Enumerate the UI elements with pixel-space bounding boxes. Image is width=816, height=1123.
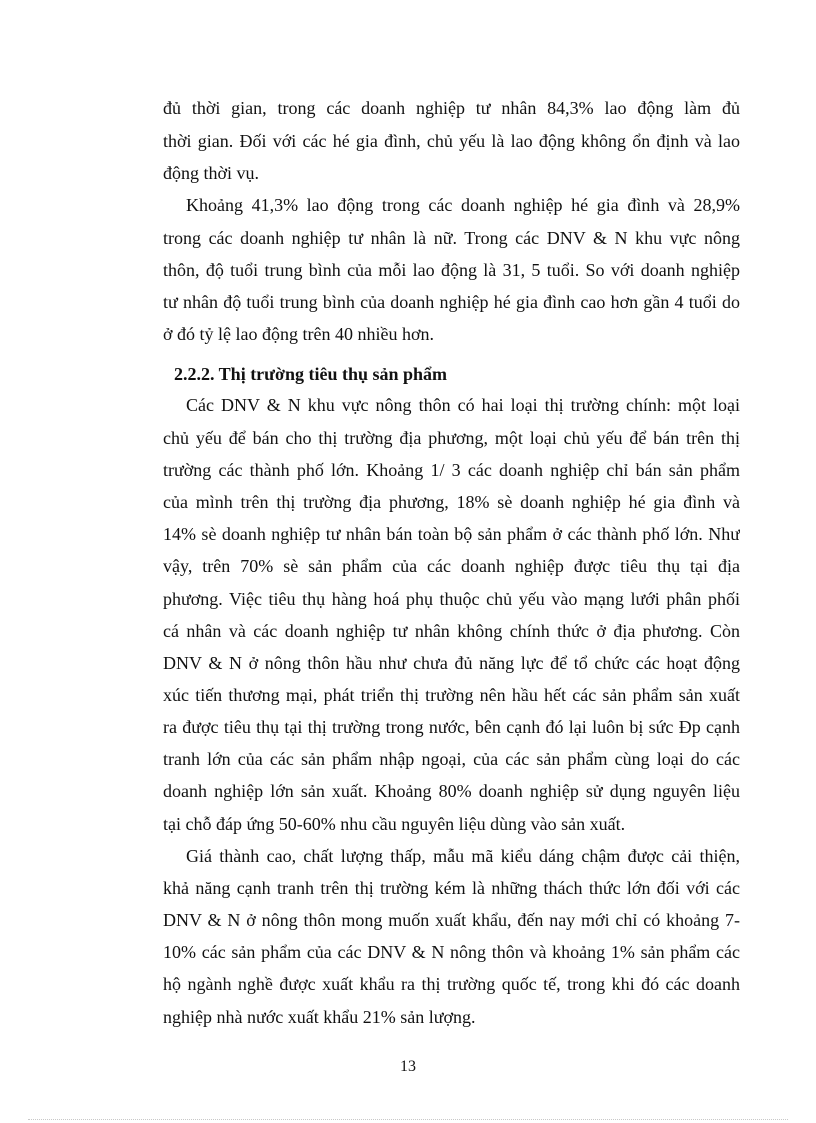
page-number: 13 <box>400 1058 416 1075</box>
paragraph-2-line-5: ở đó tỷ lệ lao động trên 40 nhiều hơn. <box>163 324 434 344</box>
paragraph-2-line-2: trong các doanh nghiệp tư nhân là nữ. Trong các DNV & N khu vực nông <box>163 228 740 248</box>
paragraph-2-line-1: Khoảng 41,3% lao động trong các doanh nghiệp hé gia đình và 28,9% <box>186 195 740 215</box>
paragraph-3-line-1: Các DNV & N khu vực nông thôn có hai loại thị trường chính: một loại <box>186 395 740 415</box>
paragraph-4-line-4: 10% các sản phẩm của các DNV & N nông thôn và khoảng 1% sản phẩm các <box>163 942 740 962</box>
paragraph-1-line-2: thời gian. Đối với các hé gia đình, chủ yếu là lao động không ổn định và lao <box>163 131 740 151</box>
paragraph-4-line-2: khả năng cạnh tranh trên thị trường kém là những thách thức lớn đối với các <box>163 878 740 898</box>
paragraph-3-line-7: phương. Việc tiêu thụ hàng hoá phụ thuộc chủ yếu vào mạng lưới phân phối <box>163 589 740 609</box>
paragraph-3-line-11: ra được tiêu thụ tại thị trường trong nước, bên cạnh đó lại luôn bị sức Ðp cạnh <box>163 717 740 737</box>
paragraph-4-line-5: hộ ngành nghề được xuất khẩu ra thị trường quốc tế, trong khi đó các doanh <box>163 974 740 994</box>
paragraph-1-line-3: động thời vụ. <box>163 163 260 183</box>
section-heading: 2.2.2. Thị trường tiêu thụ sản phẩm <box>174 364 447 384</box>
paragraph-3-line-5: 14% sè doanh nghiệp tư nhân bán toàn bộ sản phẩm ở các thành phố lớn. Như <box>163 524 740 544</box>
paragraph-3-line-2: chủ yếu để bán cho thị trường địa phương, một loại chủ yếu để bán trên thị <box>163 428 740 448</box>
paragraph-2-line-4: tư nhân độ tuổi trung bình của doanh nghiệp hé gia đình cao hơn gần 4 tuổi do <box>163 292 740 312</box>
paragraph-3-line-6: vậy, trên 70% sè sản phẩm của các doanh nghiệp được tiêu thụ tại địa <box>163 556 740 576</box>
paragraph-4-line-6: nghiệp nhà nước xuất khẩu 21% sản lượng. <box>163 1007 476 1027</box>
paragraph-3-line-14: tại chỗ đáp ứng 50-60% nhu cầu nguyên liệu dùng vào sản xuất. <box>163 814 626 834</box>
paragraph-3-line-9: DNV & N ở nông thôn hầu như chưa đủ năng lực để tổ chức các hoạt động <box>163 653 740 673</box>
paragraph-3-line-13: doanh nghiệp lớn sản xuất. Khoảng 80% doanh nghiệp sử dụng nguyên liệu <box>163 781 740 801</box>
paragraph-3-line-4: của mình trên thị trường địa phương, 18% sè doanh nghiệp hé gia đình và <box>163 492 740 512</box>
paragraph-1-line-1: đủ thời gian, trong các doanh nghiệp tư nhân 84,3% lao động làm đủ <box>163 98 740 118</box>
paragraph-3-line-8: cá nhân và các doanh nghiệp tư nhân không chính thức ở địa phương. Còn <box>163 621 740 641</box>
footer-divider <box>28 1119 788 1120</box>
paragraph-2-line-3: thôn, độ tuổi trung bình của mỗi lao động là 31, 5 tuổi. So với doanh nghiệp <box>163 260 740 280</box>
paragraph-3-line-3: trường các thành phố lớn. Khoảng 1/ 3 các doanh nghiệp chỉ bán sản phẩm <box>163 460 740 480</box>
paragraph-4-line-3: DNV & N ở nông thôn mong muốn xuất khẩu, đến nay mới chỉ có khoảng 7- <box>163 910 740 930</box>
paragraph-3-line-12: tranh lớn của các sản phẩm nhập ngoại, của các sản phẩm cùng loại do các <box>163 749 740 769</box>
paragraph-4-line-1: Giá thành cao, chất lượng thấp, mẫu mã kiểu dáng chậm được cải thiện, <box>186 846 740 866</box>
paragraph-3-line-10: xúc tiến thương mại, phát triển thị trường nên hầu hết các sản phẩm sản xuất <box>163 685 740 705</box>
